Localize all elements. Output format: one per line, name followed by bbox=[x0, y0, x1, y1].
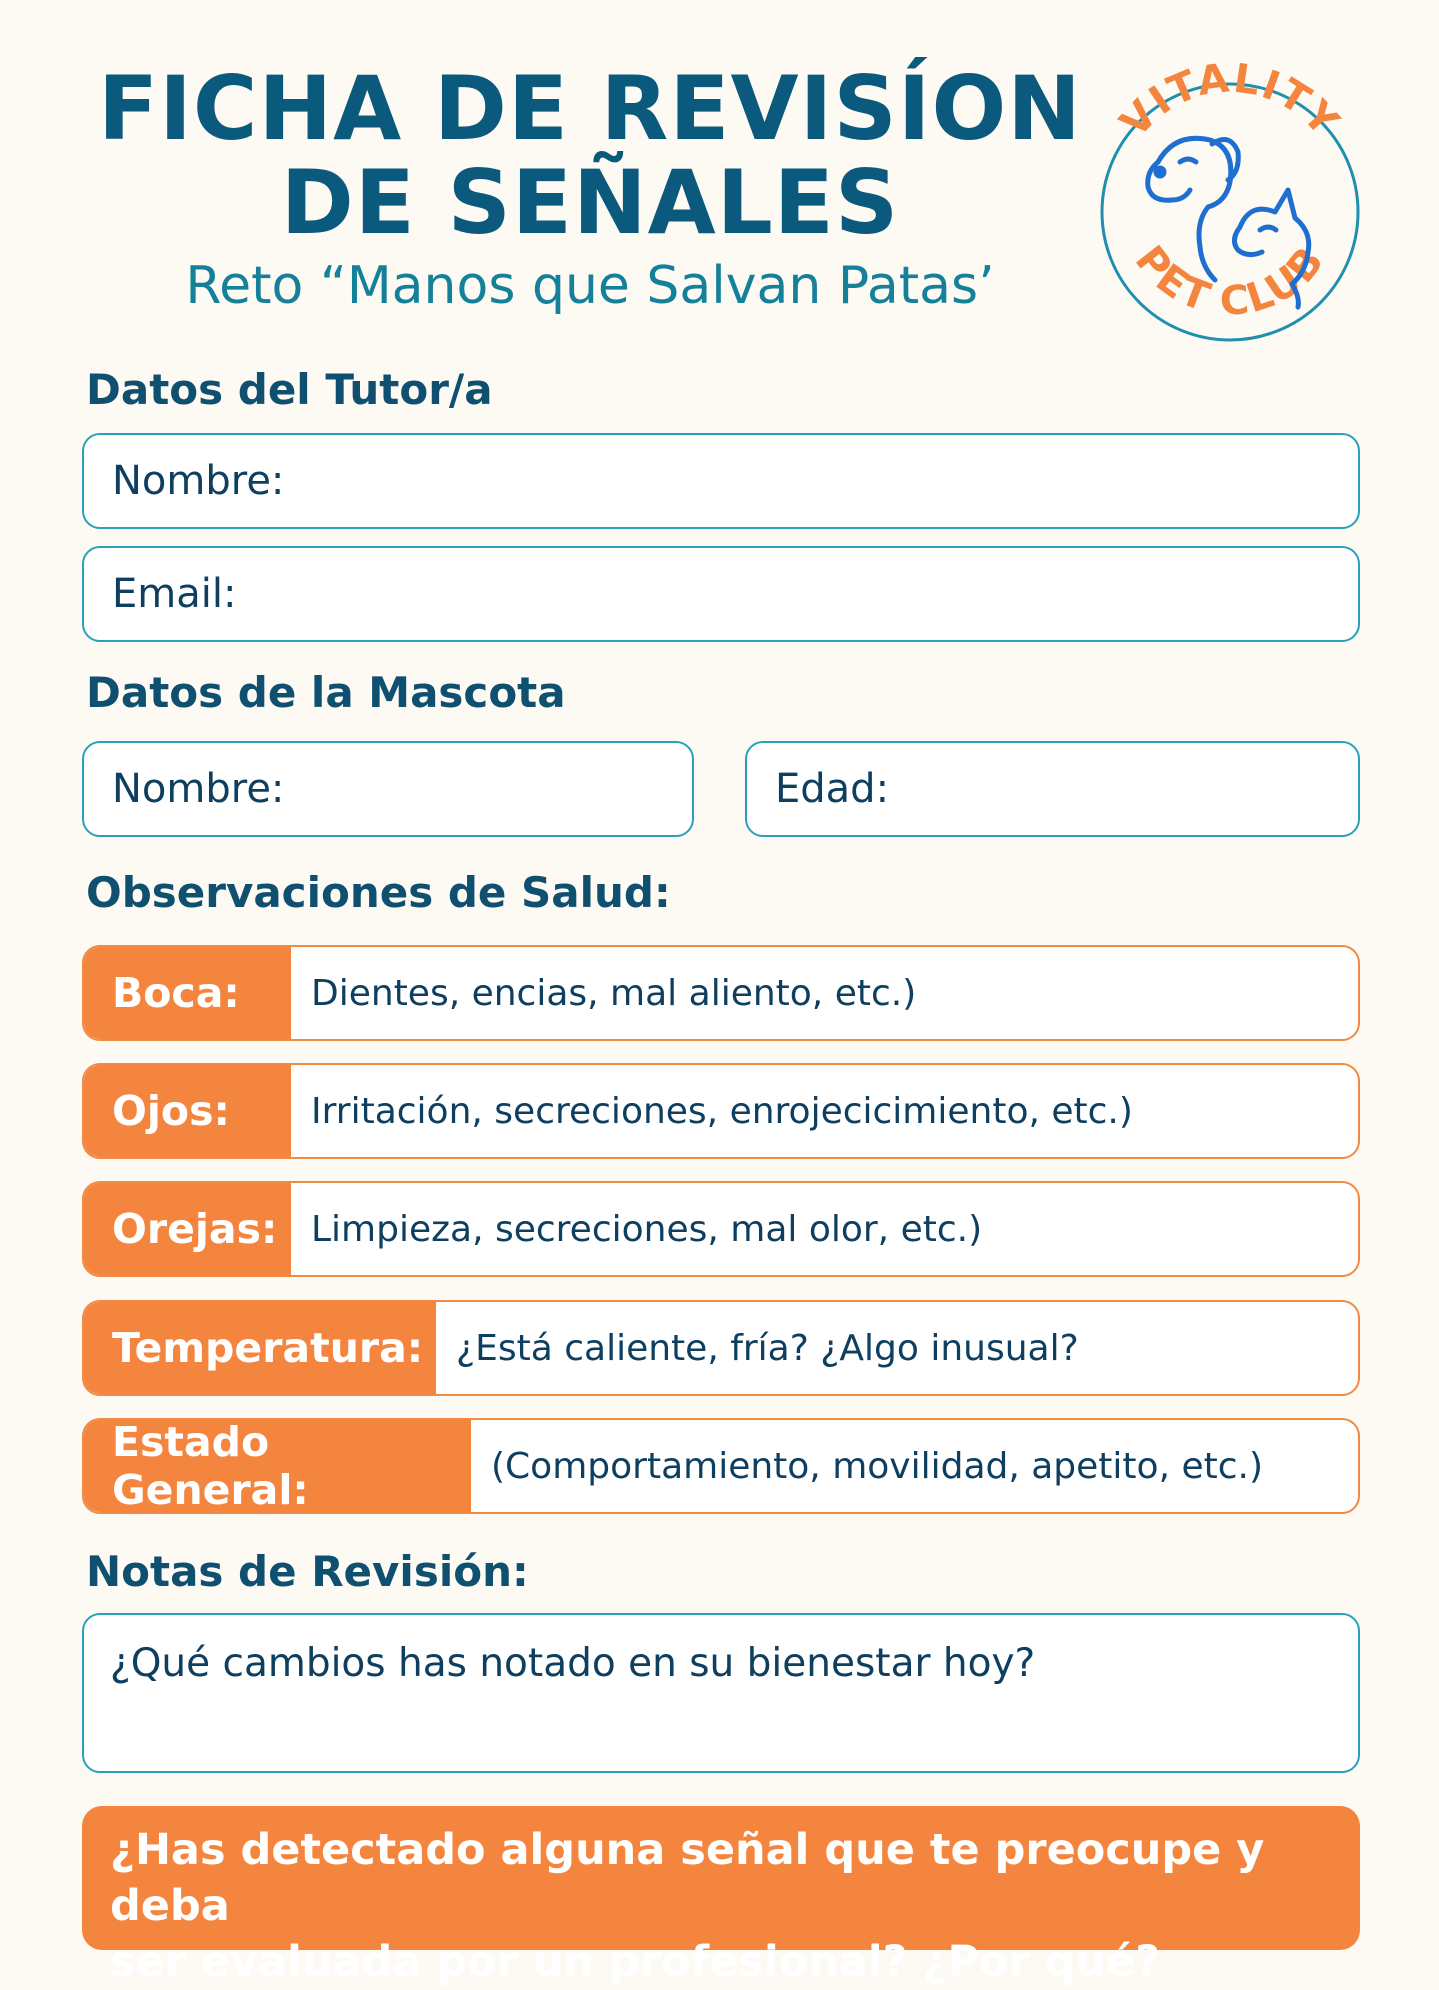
pet-name-field[interactable] bbox=[82, 741, 694, 837]
health-row-label: Boca: bbox=[84, 947, 291, 1039]
svg-text:PET CLUB bbox=[1126, 237, 1334, 324]
health-row-label: Temperatura: bbox=[84, 1302, 436, 1394]
page-title bbox=[40, 57, 1140, 254]
health-row-hint: Limpieza, secreciones, mal olor, etc.) bbox=[311, 1208, 983, 1250]
health-row-hint: (Comportamiento, movilidad, apetito, etc.) bbox=[491, 1445, 1263, 1487]
vitality-pet-club-logo bbox=[1080, 62, 1380, 362]
logo-top-text: VITALITY bbox=[1111, 62, 1349, 147]
notes-textarea[interactable] bbox=[82, 1613, 1360, 1773]
health-row-ojos[interactable] bbox=[82, 1063, 1360, 1159]
health-row-label: Ojos: bbox=[84, 1065, 291, 1157]
title-line-2: DE SEÑALES bbox=[280, 151, 900, 254]
health-row-hint: Irritación, secreciones, enrojecicimiento, etc.) bbox=[311, 1090, 1133, 1132]
health-row-temperatura[interactable] bbox=[82, 1300, 1360, 1396]
pet-section-heading: Datos de la Mascota bbox=[86, 668, 566, 717]
tutor-section-heading: Datos del Tutor/a bbox=[86, 365, 493, 414]
health-row-label: Estado General: bbox=[84, 1420, 471, 1512]
pet-name-label: Nombre: bbox=[112, 766, 285, 812]
notes-prompt: ¿Qué cambios has notado en su bienestar hoy? bbox=[110, 1641, 1036, 1686]
cta-line-1: ¿Has detectado alguna señal que te preocupe y deba bbox=[110, 1825, 1265, 1931]
tutor-name-label: Nombre: bbox=[112, 458, 285, 504]
health-row-orejas[interactable] bbox=[82, 1181, 1360, 1277]
health-row-label: Orejas: bbox=[84, 1183, 291, 1275]
tutor-email-label: Email: bbox=[112, 571, 237, 617]
health-row-hint: Dientes, encias, mal aliento, etc.) bbox=[311, 972, 917, 1014]
health-row-estado-general[interactable] bbox=[82, 1418, 1360, 1514]
health-row-boca[interactable] bbox=[82, 945, 1360, 1041]
svg-text:VITALITY bbox=[1112, 62, 1349, 146]
cta-line-2: ser evaluada por un profesional? ¿Por qué? bbox=[110, 1937, 1161, 1987]
pet-age-label: Edad: bbox=[775, 766, 890, 812]
page-subtitle: Reto “Manos que Salvan Patas’ bbox=[185, 256, 995, 316]
notes-section-heading: Notas de Revisión: bbox=[86, 1547, 529, 1596]
tutor-name-field[interactable] bbox=[82, 433, 1360, 529]
tutor-email-field[interactable] bbox=[82, 546, 1360, 642]
health-section-heading: Observaciones de Salud: bbox=[86, 868, 671, 917]
pet-age-field[interactable] bbox=[745, 741, 1360, 837]
professional-evaluation-question bbox=[82, 1806, 1360, 1987]
health-row-hint: ¿Está caliente, fría? ¿Algo inusual? bbox=[456, 1327, 1079, 1369]
logo-bottom-text: PET CLUB bbox=[1125, 237, 1335, 325]
title-line-1: FICHA DE REVISÍON bbox=[98, 57, 1082, 160]
